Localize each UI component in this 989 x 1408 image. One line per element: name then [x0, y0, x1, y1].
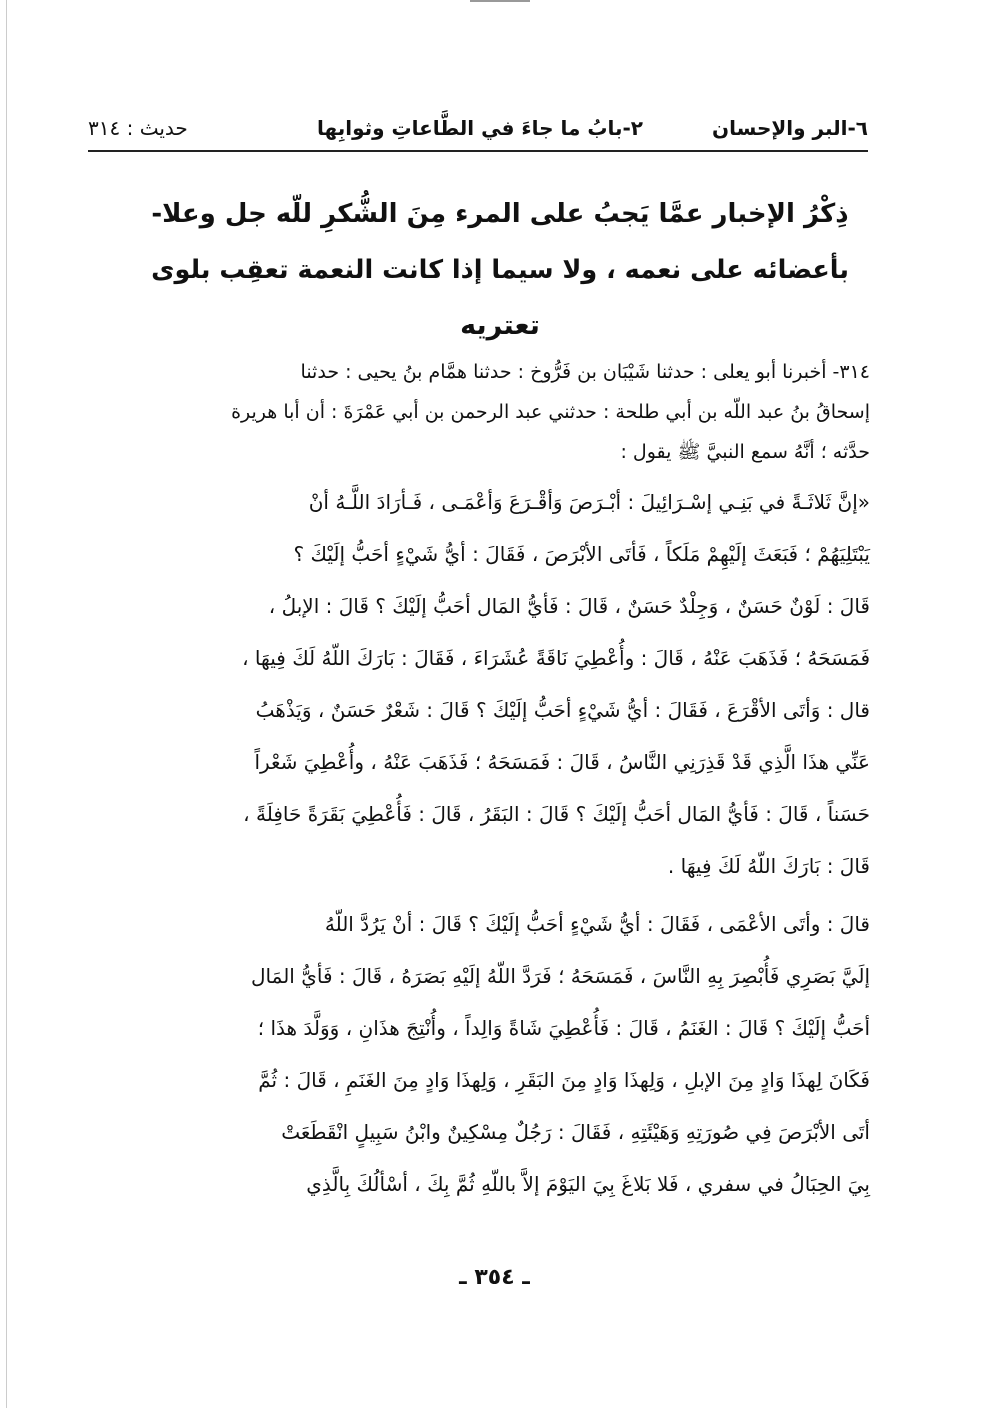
scan-top-mark	[470, 0, 530, 2]
title-line: ذِكْرُ الإخبار عمَّا يَجبُ على المرء مِنَ الشُّكرِ للّه جل وعلا-	[151, 199, 849, 229]
matn-line: إلَيَّ بَصَرِي فَأُبْصِرَ بِهِ النَّاسَ ، فَمَسَحَهُ ؛ فَرَدَّ اللّهُ إلَيْهِ بَصَرَهُ ، قَالَ : فَأيُّ المَال	[251, 964, 870, 988]
matn-line: «إنَّ ثَلاثَـةً في بَنِـي إسْـرَائِيلَ : أبْـرَصَ وَأقْـرَعَ وَأعْمَـى ، فَـأرَادَ اللَّـهُ أنْ	[308, 490, 870, 514]
header-chapter-title: ٢-بابُ ما جاءَ في الطَّاعاتِ وثوابِها	[316, 116, 643, 140]
matn-line: بِيَ الحِبَالُ في سفري ، فَلا بَلاغَ بِيَ اليَوْمَ إلاَّ باللّهِ ثُمَّ بِكَ ، أسْألُكَ بِالَّذِي	[306, 1172, 870, 1196]
matn-line: أحَبُّ إلَيْكَ ؟ قَالَ : الغَنَمُ ، قَالَ : فَأُعْطِيَ شَاةً وَالِداً ، وأُنْتِجَ هذَانِ ، وَوَلَّدَ هذَا ؛	[257, 1016, 870, 1040]
hadith-body	[110, 352, 870, 1210]
isnad-line: ٣١٤- أخبرنا أبو يعلى : حدثنا شَيْبَان بن فَرُّوخ : حدثنا همَّام بنُ يحيى : حدثنا	[300, 361, 870, 383]
matn-line: حَسَناً ، قَالَ : فَأيُّ المَال أحَبُّ إلَيْكَ ؟ قَالَ : البَقَرُ ، قَالَ : فَأُعْطِيَ بَقَرَةً حَافِلَةً ،	[243, 802, 870, 826]
matn-line: قالَ : وأتَى الأعْمَى ، فَقَالَ : أيُّ شَيْءٍ أحَبُّ إلَيْكَ ؟ قَالَ : أنْ يَرُدَّ اللّهُ	[324, 912, 870, 936]
matn-line: أتَى الأبْرَصَ فِي صُورَتِهِ وَهَيْئَتِهِ ، فَقَالَ : رَجُلٌ مِسْكِينٌ وابْنُ سَبِيلٍ انْقَطَعَتْ	[281, 1120, 870, 1144]
matn-line: قال : وَأتَى الأقْرَعَ ، فَقَالَ : أيُّ شَيْءٍ أحَبُّ إلَيْكَ ؟ قَالَ : شَعْرٌ حَسَنٌ ، وَيَذْهَبُ	[255, 698, 870, 722]
page-number: ـ ٣٥٤ ـ	[459, 1265, 530, 1290]
title-line: بأعضائه على نعمه ، ولا سيما إذا كانت النعمة تعقِب بلوى	[151, 255, 849, 285]
isnad-line: إسحاقُ بنُ عبد اللّه بن أبي طلحة : حدثني عبد الرحمن بن أبي عَمْرَةَ : أن أبا هريرة	[231, 401, 870, 423]
matn-paragraph	[110, 476, 870, 892]
matn-line: قَالَ : لَوْنٌ حَسَنٌ ، وَجِلْدٌ حَسَنٌ ، قَالَ : فَأيُّ المَال أحَبُّ إلَيْكَ ؟ قَالَ : الإبلُ ،	[268, 594, 870, 618]
matn-paragraph-second	[110, 898, 870, 1210]
matn-line: فَمَسَحَهُ ؛ فَذَهَبَ عَنْهُ ، قَالَ : وأُعْطِيَ نَاقَةً عُشَرَاءَ ، فَقَالَ : بَارَكَ اللّهُ لَكَ فِيهَا ،	[242, 646, 870, 670]
matn-line: يَبْتَلِيَهُمْ ؛ فَبَعَثَ إلَيْهِمْ مَلَكاً ، فَأتَى الأبْرَصَ ، فَقَالَ : أيُّ شَيْءٍ أحَبُّ إلَيْكَ ؟	[293, 542, 870, 566]
section-title	[150, 186, 850, 354]
running-header	[88, 112, 868, 152]
isnad-paragraph	[110, 352, 870, 472]
title-line: تعتريه	[460, 310, 540, 341]
scan-left-edge	[6, 0, 7, 1408]
header-book-title: ٦-البر والإحسان	[712, 116, 868, 140]
header-hadith-number: حديث : ٣١٤	[88, 116, 188, 140]
matn-line: عَنِّي هذَا الَّذِي قَدْ قَذِرَنِي النَّاسُ ، قَالَ : فَمَسَحَهُ ؛ فَذَهَبَ عَنْهُ ، وأُعْطِيَ شَعْراً	[254, 750, 870, 774]
header-divider	[88, 150, 868, 152]
matn-line: فَكَانَ لِهذَا وَادٍ مِنَ الإبلِ ، وَلِهذَا وَادٍ مِنَ البَقَرِ ، وَلِهذَا وَادٍ مِنَ الغَنَمِ ، قَالَ : ثُمَّ	[258, 1068, 870, 1092]
matn-line: قَالَ : بَارَكَ اللّهُ لَكَ فِيهَا .	[667, 854, 870, 878]
isnad-line: حدَّثه ؛ أنَّهُ سمع النبيَّ ﷺ يقول :	[620, 441, 870, 463]
